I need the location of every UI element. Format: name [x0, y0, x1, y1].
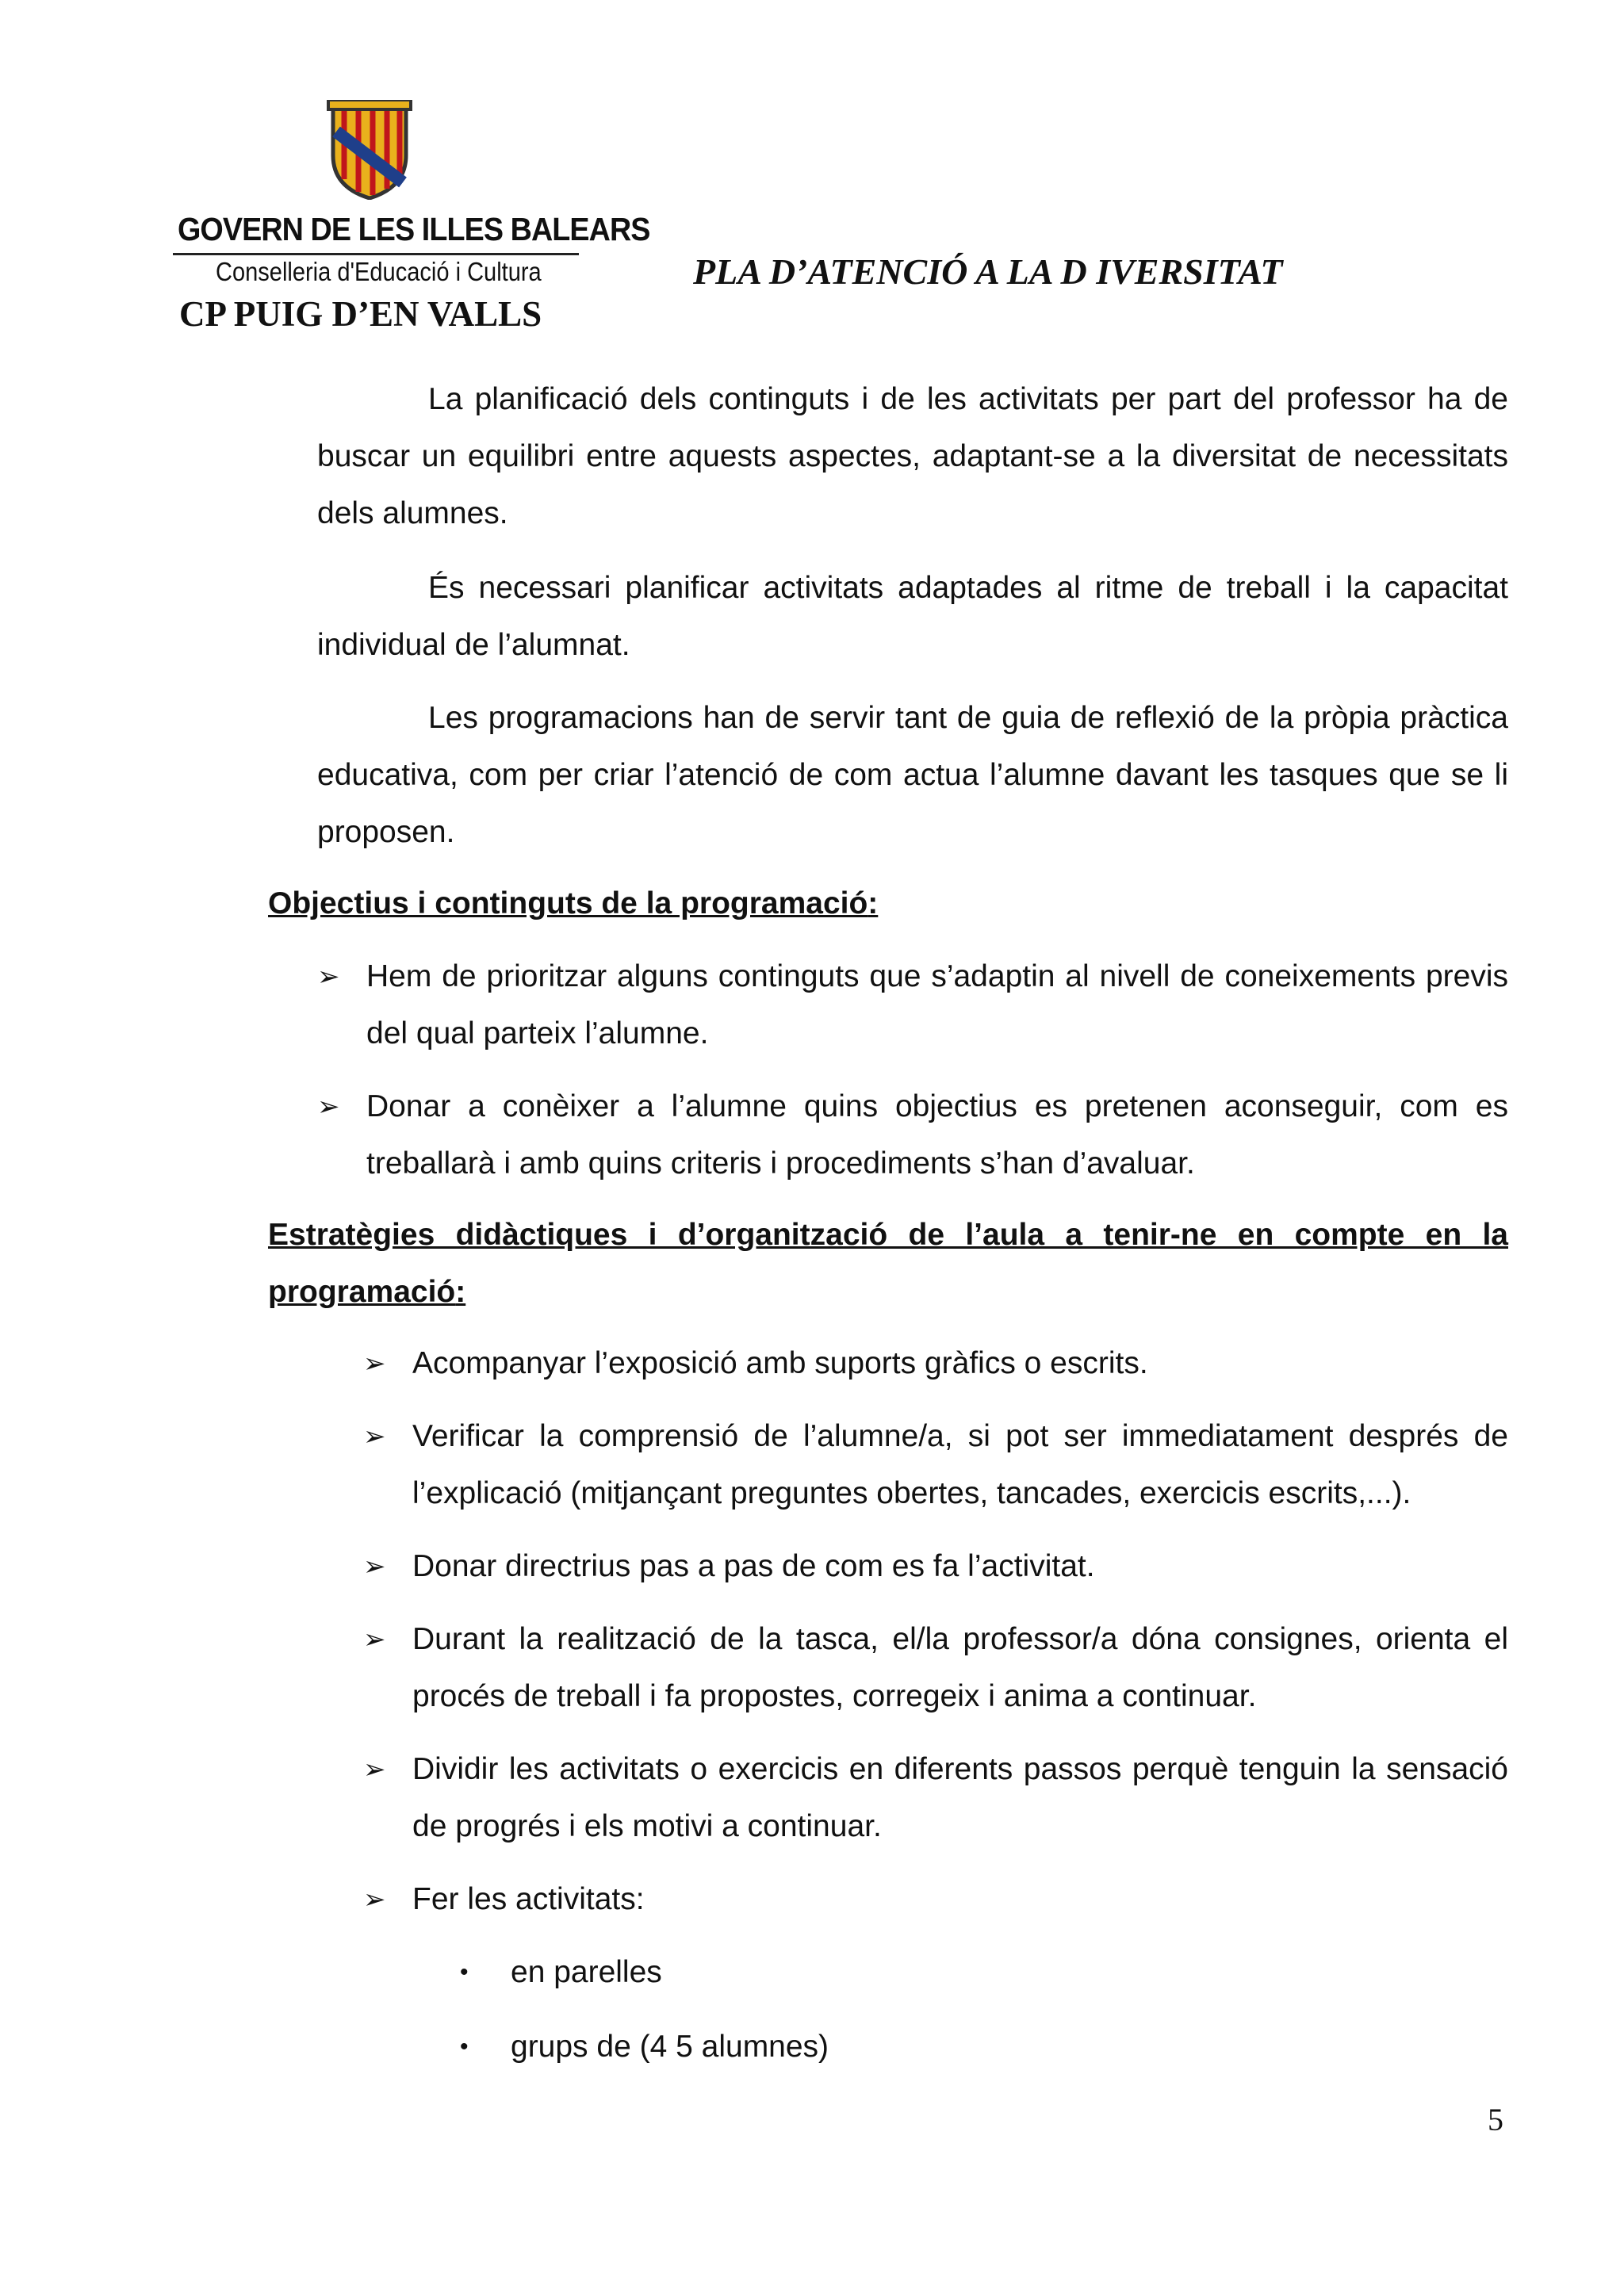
list-item: [363, 1538, 1508, 1595]
list-item-text: Fer les activitats:: [412, 1882, 645, 1916]
arrow-bullet-icon: ➢: [363, 1885, 386, 1915]
arrow-bullet-icon: ➢: [317, 962, 340, 992]
heading-colon: :: [868, 886, 879, 920]
document-title: PLA D’ATENCIÓ A LA D IVERSITAT: [693, 251, 1283, 292]
heading-colon: :: [455, 1275, 466, 1309]
list-item-text: Verificar la comprensió de l’alumne/a, si pot ser immediatament després de l’explicació (mitjançant preguntes obertes, tancades, exercicis escrits,...).: [412, 1419, 1508, 1510]
page-number: 5: [1488, 2102, 1503, 2137]
bullet-icon: •: [460, 1959, 469, 1985]
logo-divider: [173, 253, 579, 255]
arrow-bullet-icon: ➢: [363, 1422, 386, 1452]
school-name: CP PUIG D’EN VALLS: [179, 294, 542, 334]
list-item-text: Hem de prioritzar alguns continguts que s’adaptin al nivell de coneixements previs del qual parteix l’alumne.: [366, 959, 1508, 1050]
sub-list-item: [460, 2019, 829, 2076]
list-item: [363, 1611, 1508, 1725]
list-item: [317, 948, 1508, 1062]
section-heading-objectius: [268, 875, 1508, 932]
balearic-crest-icon: [325, 100, 414, 200]
arrow-bullet-icon: ➢: [363, 1552, 386, 1582]
list-item: [363, 1408, 1508, 1522]
section-heading-estrategies: [268, 1207, 1508, 1321]
arrow-bullet-icon: ➢: [363, 1755, 386, 1785]
sub-list-item: [460, 1944, 662, 2001]
paragraph-3: Les programacions han de servir tant de guia de reflexió de la pròpia pràctica educativa, com per criar l’atenció de com actua l’alumne davant les tasques que se li proposen.: [317, 701, 1508, 849]
government-name: GOVERN DE LES ILLES BALEARS: [178, 211, 650, 247]
heading-text: Objectius i continguts de la programació: [268, 886, 868, 920]
bullet-icon: •: [460, 2034, 469, 2060]
paragraph-1: La planificació dels continguts i de les activitats per part del professor ha de buscar un equilibri entre aquests aspectes, adaptant-se a la diversitat de necessitats dels alumnes.: [317, 382, 1508, 530]
list-item-text: Durant la realització de la tasca, el/la professor/a dóna consignes, orienta el procés de treball i fa propostes, corregeix i anima a continuar.: [412, 1622, 1508, 1713]
sub-list-item-text: en parelles: [511, 1955, 662, 1989]
department-name: Conselleria d'Educació i Cultura: [216, 257, 542, 286]
sub-list-item-text: grups de (4 5 alumnes): [511, 2030, 829, 2064]
heading-text: Estratègies didàctiques i d’organització de l’aula a tenir-ne en compte en la programació: [268, 1218, 1508, 1309]
list-item-text: Acompanyar l’exposició amb suports gràfics o escrits.: [412, 1346, 1148, 1380]
list-item-text: Dividir les activitats o exercicis en diferents passos perquè tenguin la sensació de progrés i els motivi a continuar.: [412, 1752, 1508, 1843]
list-item: [363, 1335, 1508, 1392]
list-item: [363, 1741, 1508, 1855]
arrow-bullet-icon: ➢: [363, 1624, 386, 1655]
list-item-text: Donar a conèixer a l’alumne quins objectius es pretenen aconseguir, com es treballarà i amb quins criteris i procediments s’han d’avaluar.: [366, 1089, 1508, 1181]
paragraph-2: És necessari planificar activitats adaptades al ritme de treball i la capacitat individual de l’alumnat.: [317, 571, 1508, 662]
list-item: [317, 1078, 1508, 1192]
arrow-bullet-icon: ➢: [317, 1092, 340, 1122]
list-item: [363, 1871, 1508, 1928]
list-item-text: Donar directrius pas a pas de com es fa l’activitat.: [412, 1549, 1095, 1583]
arrow-bullet-icon: ➢: [363, 1349, 386, 1379]
